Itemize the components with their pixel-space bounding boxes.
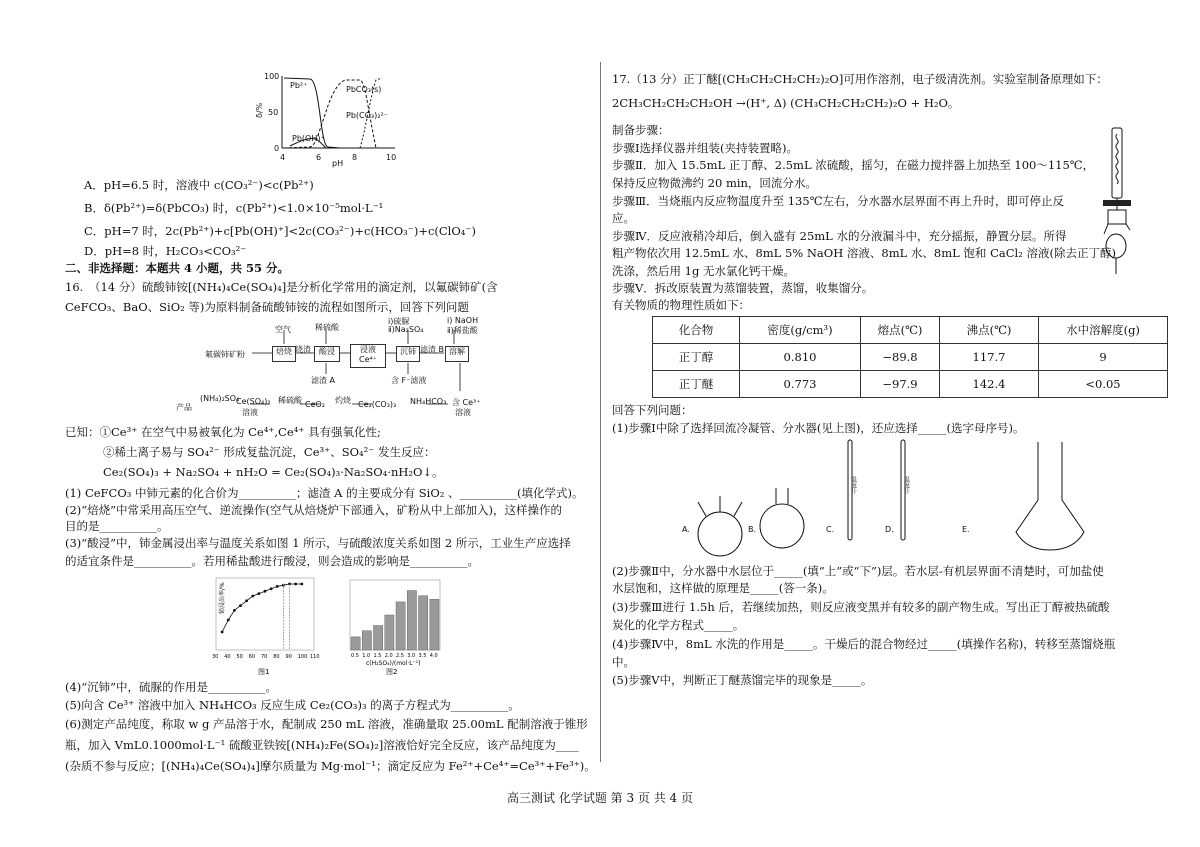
page-footer: 高三测试 化学试题 第 3 页 共 4 页 xyxy=(507,791,693,805)
fig1-x-tick: 110 xyxy=(310,654,320,660)
properties-table xyxy=(652,316,1168,398)
fig1-point xyxy=(257,592,260,595)
col-solubility: 水中溶解度(g) xyxy=(1039,317,1168,344)
step-2-line1: 步骤Ⅱ．加入 15.5mL 正丁醇、2.5mL 浓硫酸，摇匀，在磁力搅拌器上加热至 100～115℃， xyxy=(612,158,1095,172)
flow-dissolve-box: 溶解 xyxy=(445,346,469,362)
label-pb2: Pb²⁺ xyxy=(290,81,308,90)
flow-step-i: ⅰ)硫脲 xyxy=(388,317,410,326)
instr-c-label: C. xyxy=(826,525,835,534)
fig1-point xyxy=(270,587,273,590)
q16-part6-line3: (杂质不参与反应；[(NH₄)₄Ce(SO₄)₄]摩尔质量为 Mg·mol⁻¹；滴定反应为 Fe²⁺+Ce⁴⁺=Ce³⁺+Fe³⁺)。 xyxy=(65,759,596,773)
fig1-point xyxy=(300,583,303,586)
q16-line1: 16. （14 分）硫酸铈铵[(NH₄)₄Ce(SO₄)₄]是分析化学常用的滴定剂，以氟碳铈矿(含 xyxy=(65,280,498,294)
fig1-point xyxy=(227,619,230,622)
label-pbco32: Pb(CO₃)₂²⁻ xyxy=(346,111,388,120)
label-pbco3s: PbCO₃(s) xyxy=(346,85,382,94)
fig2-x-tick: 2.0 xyxy=(384,653,393,659)
col-melting: 熔点(℃) xyxy=(861,317,940,344)
answer-title: 回答下列问题： xyxy=(612,403,693,417)
step-4-line1: 步骤Ⅳ．反应液稍冷却后，倒入盛有 25mL 水的分液漏斗中，充分摇振，静置分层。所得 xyxy=(612,229,1067,243)
known-line3: Ce₂(SO₄)₃ + Na₂SO₄ + nH₂O = Ce₂(SO₄)₃·Na₂SO₄·nH₂O↓。 xyxy=(103,465,444,479)
r-q2-line2: 水层饱和，这样做的原理是_____(答一条)。 xyxy=(612,581,834,595)
fig1-point xyxy=(245,599,248,602)
flow-acid-leach-box: 酸浸 xyxy=(314,346,340,362)
flow-ce4-label: Ce⁴⁺ xyxy=(359,355,377,364)
fig2-caption: 图2 xyxy=(386,668,398,676)
r-q4-line1: (4)步骤Ⅳ中，8mL 水洗的作用是_____。干燥后的混合物经过_____(填操作名称)，转移至蒸馏烧瓶 xyxy=(612,637,1116,651)
flow-s-filtrate: 含 F⁻滤液 xyxy=(391,376,427,385)
option-c: C．pH=7 时，2c(Pb²⁺)+c[Pb(OH)⁺]<2c(CO₃²⁻)+c(HCO₃⁻)+c(ClO₄⁻) xyxy=(84,224,476,238)
step-4-line3: 洗涤，然后用 1g 无水氯化钙干燥。 xyxy=(612,264,795,278)
flow-filter-b: 滤渣 B xyxy=(420,345,445,354)
q16-line2: CeFCO₃、BaO、SiO₂ 等)为原料制备硫酸铈铵的流程如图所示，回答下列问题 xyxy=(65,300,469,314)
r-q1: (1)步骤Ⅰ中除了选择回流冷凝管、分水器(见上图)，还应选择_____(选字母序号)。 xyxy=(612,421,1025,435)
flow-dil-hcl: ⅱ)稀盐酸 xyxy=(447,326,478,335)
y-tick-100: 100 xyxy=(264,72,280,81)
flow-leach-box xyxy=(350,344,386,368)
fig1-x-tick: 40 xyxy=(224,654,231,660)
fig1-point xyxy=(251,595,254,598)
fig2-x-tick: 1.0 xyxy=(362,653,371,659)
instr-d-label: D. xyxy=(885,525,894,534)
r-q4-line2: 中。 xyxy=(612,655,635,669)
flow-naoh: ⅰ) NaOH xyxy=(447,316,479,325)
table-cell: 142.4 xyxy=(940,371,1039,398)
fig2-x-tick: 1.5 xyxy=(373,653,382,659)
fig1-point xyxy=(233,609,236,612)
x-tick-4: 4 xyxy=(280,153,286,162)
q16-part2-line2: 目的是__________。 xyxy=(65,519,169,533)
table-cell: 正丁醚 xyxy=(653,371,740,398)
flow-residue-a: 滤渣 A xyxy=(311,376,336,385)
flow-ce2co3: Ce₂(CO₃)₃ xyxy=(358,400,397,409)
step-3-line1: 步骤Ⅲ．当烧瓶内反应物温度升至 135℃左右，分水器水层界面不再上升时，即可停止反 xyxy=(612,194,1065,208)
table-intro: 有关物质的物理性质如下： xyxy=(612,298,750,312)
flow-leach-label: 浸液 xyxy=(360,345,376,354)
flow-air: 空气 xyxy=(275,325,291,334)
fig1-point xyxy=(294,583,297,586)
flow-precip-box: 沉铈 xyxy=(396,346,420,362)
fig2-x-tick: 2.5 xyxy=(396,653,404,659)
col-boiling: 沸点(℃) xyxy=(940,317,1039,344)
fig1-y-label: 铈浸出率/% xyxy=(219,582,226,614)
table-header-row xyxy=(653,317,1168,344)
figure-2-chart xyxy=(346,576,446,676)
fig1-point xyxy=(221,631,224,634)
fig1-x-tick: 90 xyxy=(285,654,292,660)
q16-part3-line1: (3)“酸浸”中，铈金属浸出率与温度关系如图 1 所示，与硫酸浓度关系如图 2 所示，工业生产应选择 xyxy=(65,536,571,550)
flow-ceo2: CeO₂ xyxy=(305,400,326,409)
q16-part4: (4)“沉铈”中，硫脲的作用是__________。 xyxy=(65,680,278,694)
flow-burn: 烧渣 xyxy=(295,345,311,354)
table-cell: −89.8 xyxy=(861,344,940,371)
flow-ce3: 含 Ce³⁺ xyxy=(452,398,481,407)
instr-d-text: 温度计 xyxy=(902,476,910,494)
fig2-bar xyxy=(351,637,360,650)
fig1-x-tick: 50 xyxy=(236,654,243,660)
step-3-line2: 应。 xyxy=(612,211,635,225)
step-5: 步骤Ⅴ．拆改原装置为蒸馏装置，蒸馏，收集馏分。 xyxy=(612,281,874,295)
fig2-bar xyxy=(385,615,394,650)
step-2-line2: 保持反应物微沸约 20 min，回流分水。 xyxy=(612,176,817,190)
fig2-bar xyxy=(419,596,428,650)
label-pboh: Pb(OH)⁺ xyxy=(292,134,325,143)
option-a: A．pH=6.5 时，溶液中 c(CO₃²⁻)<c(Pb²⁺) xyxy=(84,178,314,192)
flow-ceso4: Ce(SO₄)₂ xyxy=(236,397,271,406)
r-q5: (5)步骤Ⅴ中，判断正丁醚蒸馏完毕的现象是_____。 xyxy=(612,673,873,687)
fig1-caption: 图1 xyxy=(258,668,270,676)
known-line2: ②稀土离子易与 SO₄²⁻ 形成复盐沉淀，Ce³⁺、SO₄²⁻ 发生反应： xyxy=(103,445,436,459)
r-q3-line1: (3)步骤Ⅲ进行 1.5h 后，若继续加热，则反应液变黑并有较多的副产物生成。写出正丁醇被热硫酸 xyxy=(612,600,1110,614)
q16-part5: (5)向含 Ce³⁺ 溶液中加入 NH₄HCO₃ 反应生成 Ce₂(CO₃)₃ 的离子方程式为__________。 xyxy=(65,698,520,712)
step-1: 步骤Ⅰ选择仪器并组装(夹持装置略)。 xyxy=(612,141,799,155)
fig2-x-tick: 4.0 xyxy=(429,653,438,659)
fig2-bar xyxy=(396,602,405,650)
col-compound: 化合物 xyxy=(653,317,740,344)
instr-b-label: B. xyxy=(748,525,757,534)
fig2-bar xyxy=(362,631,371,650)
fig2-x-label: c(H₂SO₄)/(mol·L⁻¹) xyxy=(366,660,421,667)
flow-sol: 溶液 xyxy=(455,408,471,417)
q16-part6-line1: (6)测定产品纯度，称取 w g 产品溶于水，配制成 250 mL 溶液，准确量取 25.00mL 配制溶液于锥形 xyxy=(65,717,588,731)
table-cell: −97.9 xyxy=(861,371,940,398)
x-tick-10: 10 xyxy=(386,153,397,162)
q17-equation: 2CH₃CH₂CH₂CH₂OH →(H⁺, Δ) (CH₃CH₂CH₂CH₂)₂O + H₂O。 xyxy=(612,96,960,110)
fig1-x-tick: 100 xyxy=(297,654,308,660)
y-axis-label: δ/% xyxy=(255,102,264,118)
x-tick-8: 8 xyxy=(352,153,358,162)
q17-line1: 17.（13 分）正丁醚[(CH₃CH₂CH₂CH₂)₂O]可用作溶剂，电子级清洗剂。实验室制备原理如下： xyxy=(612,72,1108,86)
fig2-x-tick: 0.5 xyxy=(351,653,359,659)
fig1-x-tick: 70 xyxy=(261,654,268,660)
table-cell: 9 xyxy=(1039,344,1168,371)
q16-part6-line2: 瓶，加入 VmL0.1000mol·L⁻¹ 硫酸亚铁铵[(NH₄)₂Fe(SO₄)₂]溶液恰好完全反应，该产品纯度为____ xyxy=(65,738,579,752)
fig1-x-tick: 60 xyxy=(248,654,256,660)
y-tick-0: 0 xyxy=(274,144,280,153)
table-row xyxy=(653,344,1168,371)
fig2-bar xyxy=(374,626,383,651)
column-divider xyxy=(600,62,601,762)
flow-nh4so4: (NH₄)₂SO₄ xyxy=(200,394,240,403)
table-cell: <0.05 xyxy=(1039,371,1168,398)
flow-dil-h2so4: 稀硫酸 xyxy=(278,396,302,405)
option-d: D．pH=8 时，H₂CO₃<CO₃²⁻ xyxy=(84,244,247,258)
figure-1-chart xyxy=(198,574,318,676)
fig1-point xyxy=(276,585,279,588)
table-cell: 117.7 xyxy=(940,344,1039,371)
table-cell: 0.773 xyxy=(740,371,861,398)
fig1-point xyxy=(239,604,242,607)
instr-e-label: E. xyxy=(962,525,970,534)
fig2-x-tick: 3.0 xyxy=(407,653,416,659)
step-4-line2: 粗产物依次用 12.5mL 水、8mL 5% NaOH 溶液、8mL 水、8mL 饱和 CaCl₂ 溶液(除去正丁醇) xyxy=(612,246,1116,260)
instruments-illustration xyxy=(680,436,1100,566)
flow-roast-box: 焙烧 xyxy=(272,346,296,362)
col-density: 密度(g/cm³) xyxy=(740,317,861,344)
table-cell: 正丁醇 xyxy=(653,344,740,371)
fig2-x-tick: 3.5 xyxy=(418,653,427,659)
distribution-graph xyxy=(250,68,410,168)
q16-part2-line1: (2)“焙烧”中常采用高压空气、逆流操作(空气从焙烧炉下部通入，矿粉从中上部加入)，这样操作的 xyxy=(65,503,563,517)
flow-dil-acid: 稀硫酸 xyxy=(315,323,339,332)
flow-step-ii: ⅱ)Na₂SO₄ xyxy=(388,325,424,334)
r-q3-line2: 炭化的化学方程式_____。 xyxy=(612,618,745,632)
fig2-bar xyxy=(407,591,416,651)
flow-heat: 灼烧 xyxy=(335,396,351,405)
instr-a-label: A. xyxy=(682,525,690,534)
reflux-apparatus-illustration xyxy=(1094,124,1144,284)
known-line1: 已知：①Ce³⁺ 在空气中易被氧化为 Ce⁴⁺,Ce⁴⁺ 具有强氧化性; xyxy=(65,425,381,439)
r-q2-line1: (2)步骤Ⅱ中，分水器中水层位于_____(填“上”或“下”)层。若水层-有机层界面不清楚时，可加盐使 xyxy=(612,564,1104,578)
fig1-x-tick: 80 xyxy=(273,654,280,660)
x-axis-label: pH xyxy=(332,159,344,168)
flow-ore: 氟碳铈矿粉 xyxy=(205,350,245,359)
steps-title: 制备步骤： xyxy=(612,123,670,137)
flow-product: 产品 xyxy=(176,403,192,412)
table-row xyxy=(653,371,1168,398)
x-tick-6: 6 xyxy=(316,153,322,162)
flow-nh4hco3: NH₄HCO₃ xyxy=(410,397,447,406)
option-b: B．δ(Pb²⁺)=δ(PbCO₃) 时，c(Pb²⁺)<1.0×10⁻⁵mol·L⁻¹ xyxy=(84,201,384,215)
table-cell: 0.810 xyxy=(740,344,861,371)
y-tick-50: 50 xyxy=(268,108,279,117)
section-heading: 二、非选择题：本题共 4 小题，共 55 分。 xyxy=(65,261,290,275)
fig1-x-tick: 30 xyxy=(212,654,219,660)
flow-ceso4-sol: 溶液 xyxy=(242,408,258,417)
q16-part1: (1) CeFCO₃ 中铈元素的化合价为__________；滤渣 A 的主要成分有 SiO₂ 、__________(填化学式)。 xyxy=(65,486,584,500)
fig2-bar xyxy=(430,599,439,650)
fig1-point xyxy=(264,590,267,593)
instr-c-text: 温度计 xyxy=(849,476,857,494)
q16-part3-line2: 的适宜条件是__________。若用稀盐酸进行酸浸，则会造成的影响是__________。 xyxy=(65,554,479,568)
